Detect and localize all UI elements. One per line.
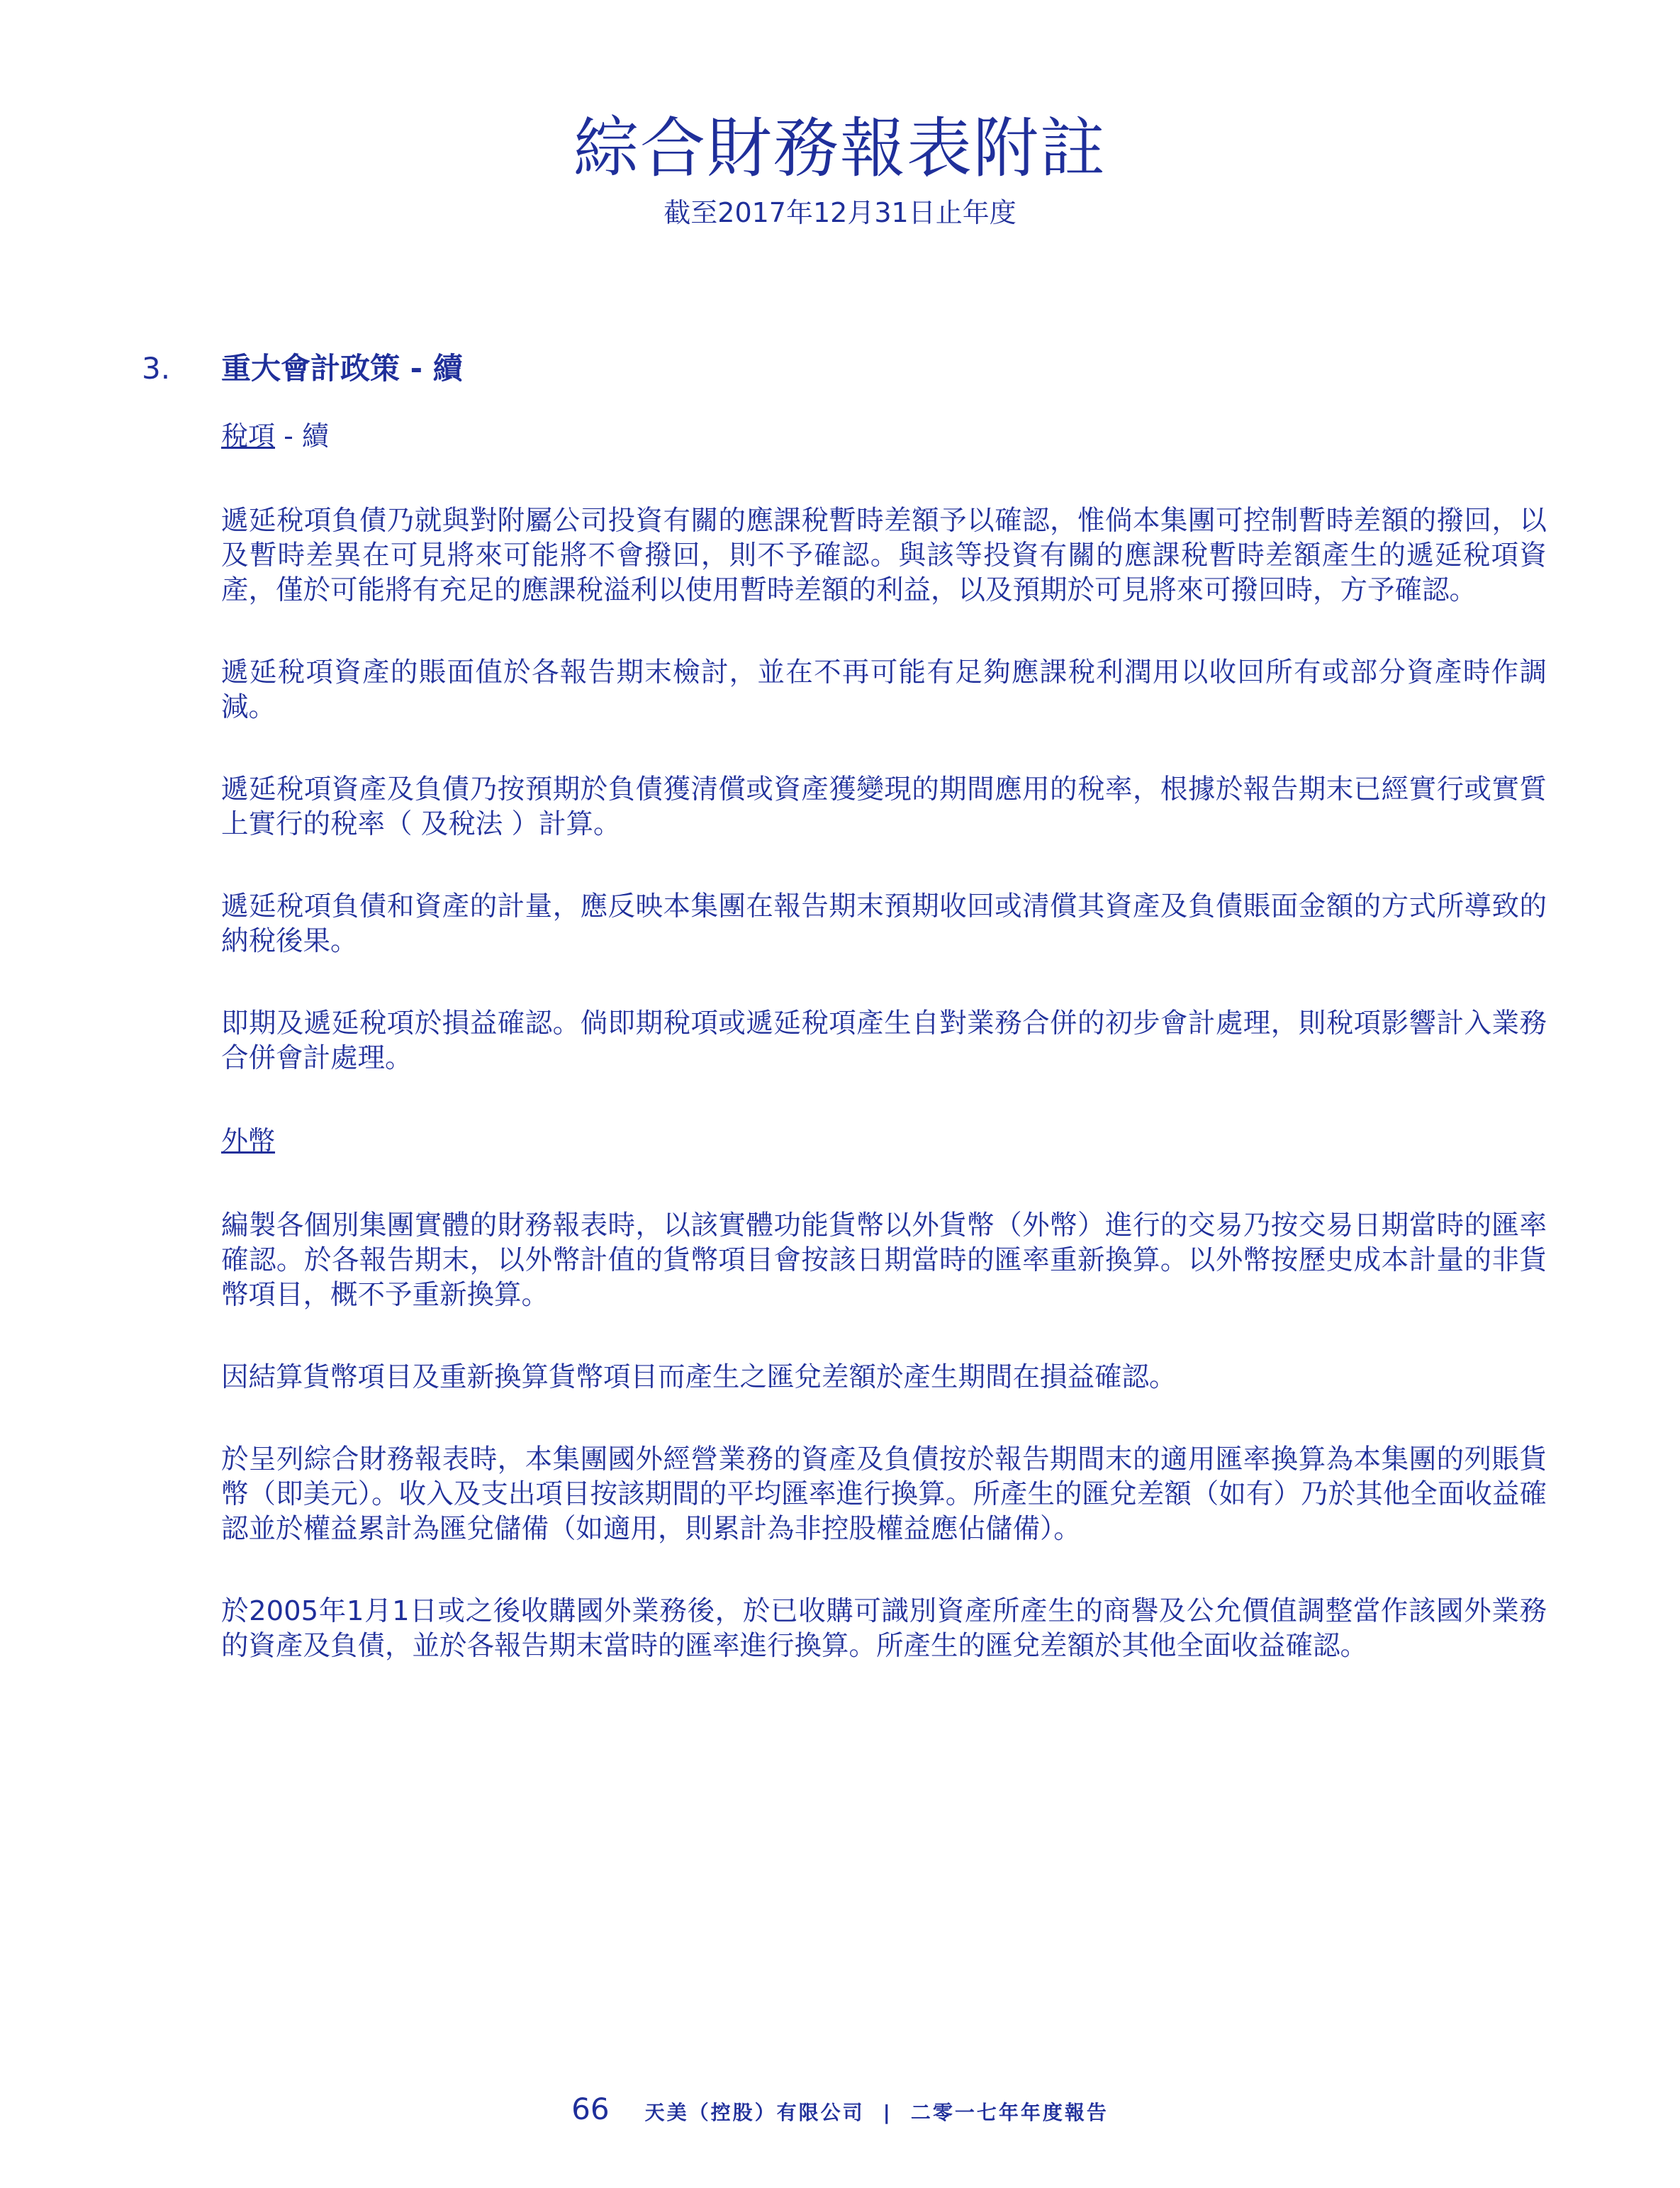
foreign-currency-heading-text: 外幣 bbox=[221, 1125, 276, 1156]
section-heading bbox=[142, 349, 463, 389]
taxation-heading-suffix: - 續 bbox=[275, 420, 329, 452]
paragraph: 遞延稅項負債乃就與對附屬公司投資有關的應課稅暫時差額予以確認，惟倘本集團可控制暫時差額的撥回，以及暫時差異在可見將來可能將不會撥回，則不予確認。與該等投資有關的應課稅暫時差額產生的遞延稅項資產，僅於可能將有充足的應課稅溢利以使用暫時差額的利益，以及預期於可見將來可撥回時，方予確認。 bbox=[221, 505, 1547, 606]
page-footer bbox=[0, 2092, 1680, 2131]
paragraph: 於2005年1月1日或之後收購國外業務後，於已收購可識別資產所產生的商譽及公允價值調整當作該國外業務的資產及負債，並於各報告期末當時的匯率進行換算。所產生的匯兌差額於其他全面收益確認。 bbox=[221, 1595, 1547, 1662]
paragraph: 因結算貨幣項目及重新換算貨幣項目而產生之匯兌差額於產生期間在損益確認。 bbox=[221, 1361, 1177, 1393]
section-number: 3. bbox=[142, 351, 171, 386]
foreign-currency-heading bbox=[221, 1123, 1547, 1159]
section-title: 重大會計政策 - 續 bbox=[221, 351, 463, 386]
footer-report: 二零一七年年度報告 bbox=[910, 2101, 1109, 2124]
page-subtitle: 截至2017年12月31日止年度 bbox=[663, 197, 1017, 228]
paragraph: 遞延稅項資產及負債乃按預期於負債獲清償或資產獲變現的期間應用的稅率，根據於報告期末已經實行或實質上實行的稅率（ 及稅法 ）計算。 bbox=[221, 774, 1547, 840]
footer-company: 天美（控股）有限公司 bbox=[644, 2101, 865, 2124]
paragraph: 遞延稅項負債和資產的計量，應反映本集團在報告期末預期收回或清償其資產及負債賬面金額的方式所導致的納稅後果。 bbox=[221, 891, 1547, 957]
paragraph: 遞延稅項資產的賬面值於各報告期末檢討，並在不再可能有足夠應課稅利潤用以收回所有或部分資產時作調減。 bbox=[221, 657, 1547, 723]
page-number: 66 bbox=[571, 2092, 610, 2126]
paragraph: 即期及遞延稅項於損益確認。倘即期稅項或遞延稅項產生自對業務合併的初步會計處理，則稅項影響計入業務合併會計處理。 bbox=[221, 1008, 1547, 1074]
paragraph: 於呈列綜合財務報表時，本集團國外經營業務的資產及負債按於報告期間末的適用匯率換算為本集團的列賬貨幣（即美元）。收入及支出項目按該期間的平均匯率進行換算。所產生的匯兌差額（如有）乃於其他全面收益確認並於權益累計為匯兌儲備（如適用，則累計為非控股權益應佔儲備）。 bbox=[221, 1444, 1547, 1545]
taxation-heading bbox=[221, 418, 1547, 454]
page-title: 綜合財務報表附註 bbox=[573, 111, 1107, 186]
paragraph: 編製各個別集團實體的財務報表時，以該實體功能貨幣以外貨幣（外幣）進行的交易乃按交易日期當時的匯率確認。於各報告期末，以外幣計值的貨幣項目會按該日期當時的匯率重新換算。以外幣按歷史成本計量的非貨幣項目，概不予重新換算。 bbox=[221, 1210, 1547, 1311]
notes-body bbox=[221, 418, 1547, 1711]
taxation-heading-text: 稅項 bbox=[221, 420, 276, 452]
footer-separator: | bbox=[883, 2101, 892, 2124]
